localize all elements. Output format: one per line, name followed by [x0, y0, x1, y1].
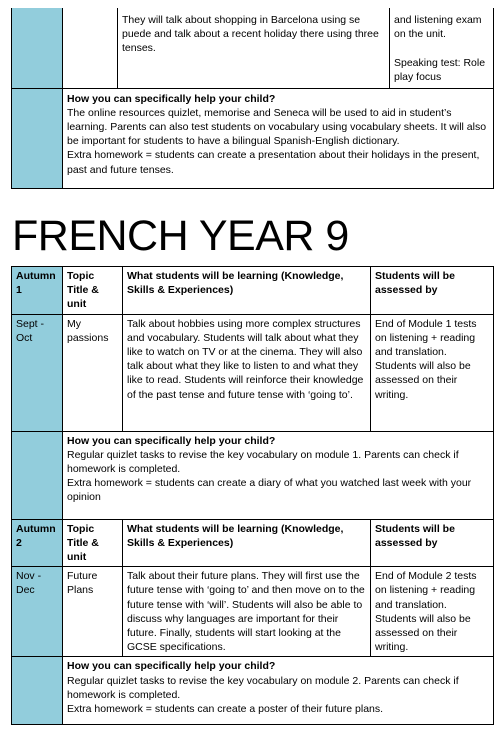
help-text: Regular quizlet tasks to revise the key vocabulary on module 2. Parents can check if homework is completed. Extra homework = students can create a poster of their future plans. — [67, 674, 459, 716]
topic-cell — [63, 8, 118, 88]
topic-cell: Future Plans — [63, 567, 123, 657]
help-heading: How you can specifically help your child? — [67, 660, 276, 673]
topic-cell: My passions — [63, 314, 123, 431]
term-cell — [12, 8, 63, 88]
help-heading: How you can specifically help your child? — [67, 434, 276, 447]
learning-header: What students will be learning (Knowledge, Skills & Experiences) — [123, 519, 371, 567]
assessed-cell: End of Module 2 tests on listening + reading and translation. Students will also be assessed on their writing. — [371, 567, 494, 657]
table-row — [12, 8, 494, 88]
table-row — [12, 314, 494, 431]
assessed-cell: and listening exam on the unit. Speaking test: Role play focus — [390, 8, 494, 88]
table-row — [12, 657, 494, 725]
learning-header: What students will be learning (Knowledge, Skills & Experiences) — [123, 267, 371, 315]
topic-header: Topic Title & unit — [63, 519, 123, 567]
learning-cell: Talk about hobbies using more complex structures and vocabulary. Students will talk about what they like to watch on TV or at the cinema. They will also talk about what they like to listen to and what they like to read. Students will reinforce their knowledge of the past tense and future tense with ‘going to’. — [123, 314, 371, 431]
french-year9-table — [11, 266, 494, 725]
term-label: Autumn 2 — [12, 519, 63, 567]
term-cell — [12, 88, 63, 188]
help-heading: How you can specifically help your child? — [67, 92, 276, 105]
assessed-header: Students will be assessed by — [371, 519, 494, 567]
header-row — [12, 519, 494, 567]
table-row — [12, 431, 494, 519]
help-text: Regular quizlet tasks to revise the key vocabulary on module 1. Parents can check if homework is completed. Extra homework = students can create a diary of what you watched last week with your opinion — [67, 448, 472, 504]
learning-cell: They will talk about shopping in Barcelona using se puede and talk about a recent holiday there using three tenses. — [118, 8, 390, 88]
term-cell — [12, 431, 63, 519]
assessed-cell: End of Module 1 tests on listening + reading and translation. Students will also be assessed on their writing. — [371, 314, 494, 431]
term-cell — [12, 657, 63, 725]
page-title: FRENCH YEAR 9 — [12, 212, 349, 260]
help-cell — [63, 657, 494, 725]
table-row — [12, 567, 494, 657]
help-cell — [63, 431, 494, 519]
help-text: The online resources quizlet, memorise and Seneca will be used to aid in student’s learning. Parents can also test students on vocabulary using vocabulary sheets. It will also be important for students to have a bilingual Spanish-English dictionary. Extra homework = students can create a presentation about their holidays in the present, past and future tenses. — [67, 106, 487, 176]
term-label: Autumn 1 — [12, 267, 63, 315]
assessed-header: Students will be assessed by — [371, 267, 494, 315]
help-cell — [63, 88, 494, 188]
period-cell: Sept - Oct — [12, 314, 63, 431]
header-row — [12, 267, 494, 315]
topic-header: Topic Title & unit — [63, 267, 123, 315]
table-row — [12, 88, 494, 188]
learning-cell: Talk about their future plans. They will first use the future tense with ‘going to’ and then move on to the future tense with ‘will’. Students will also be able to discuss why languages are important for their future. Finally, students will start looking at the GCSE specifications. — [123, 567, 371, 657]
spanish-continuation-table — [11, 8, 494, 189]
period-cell: Nov - Dec — [12, 567, 63, 657]
